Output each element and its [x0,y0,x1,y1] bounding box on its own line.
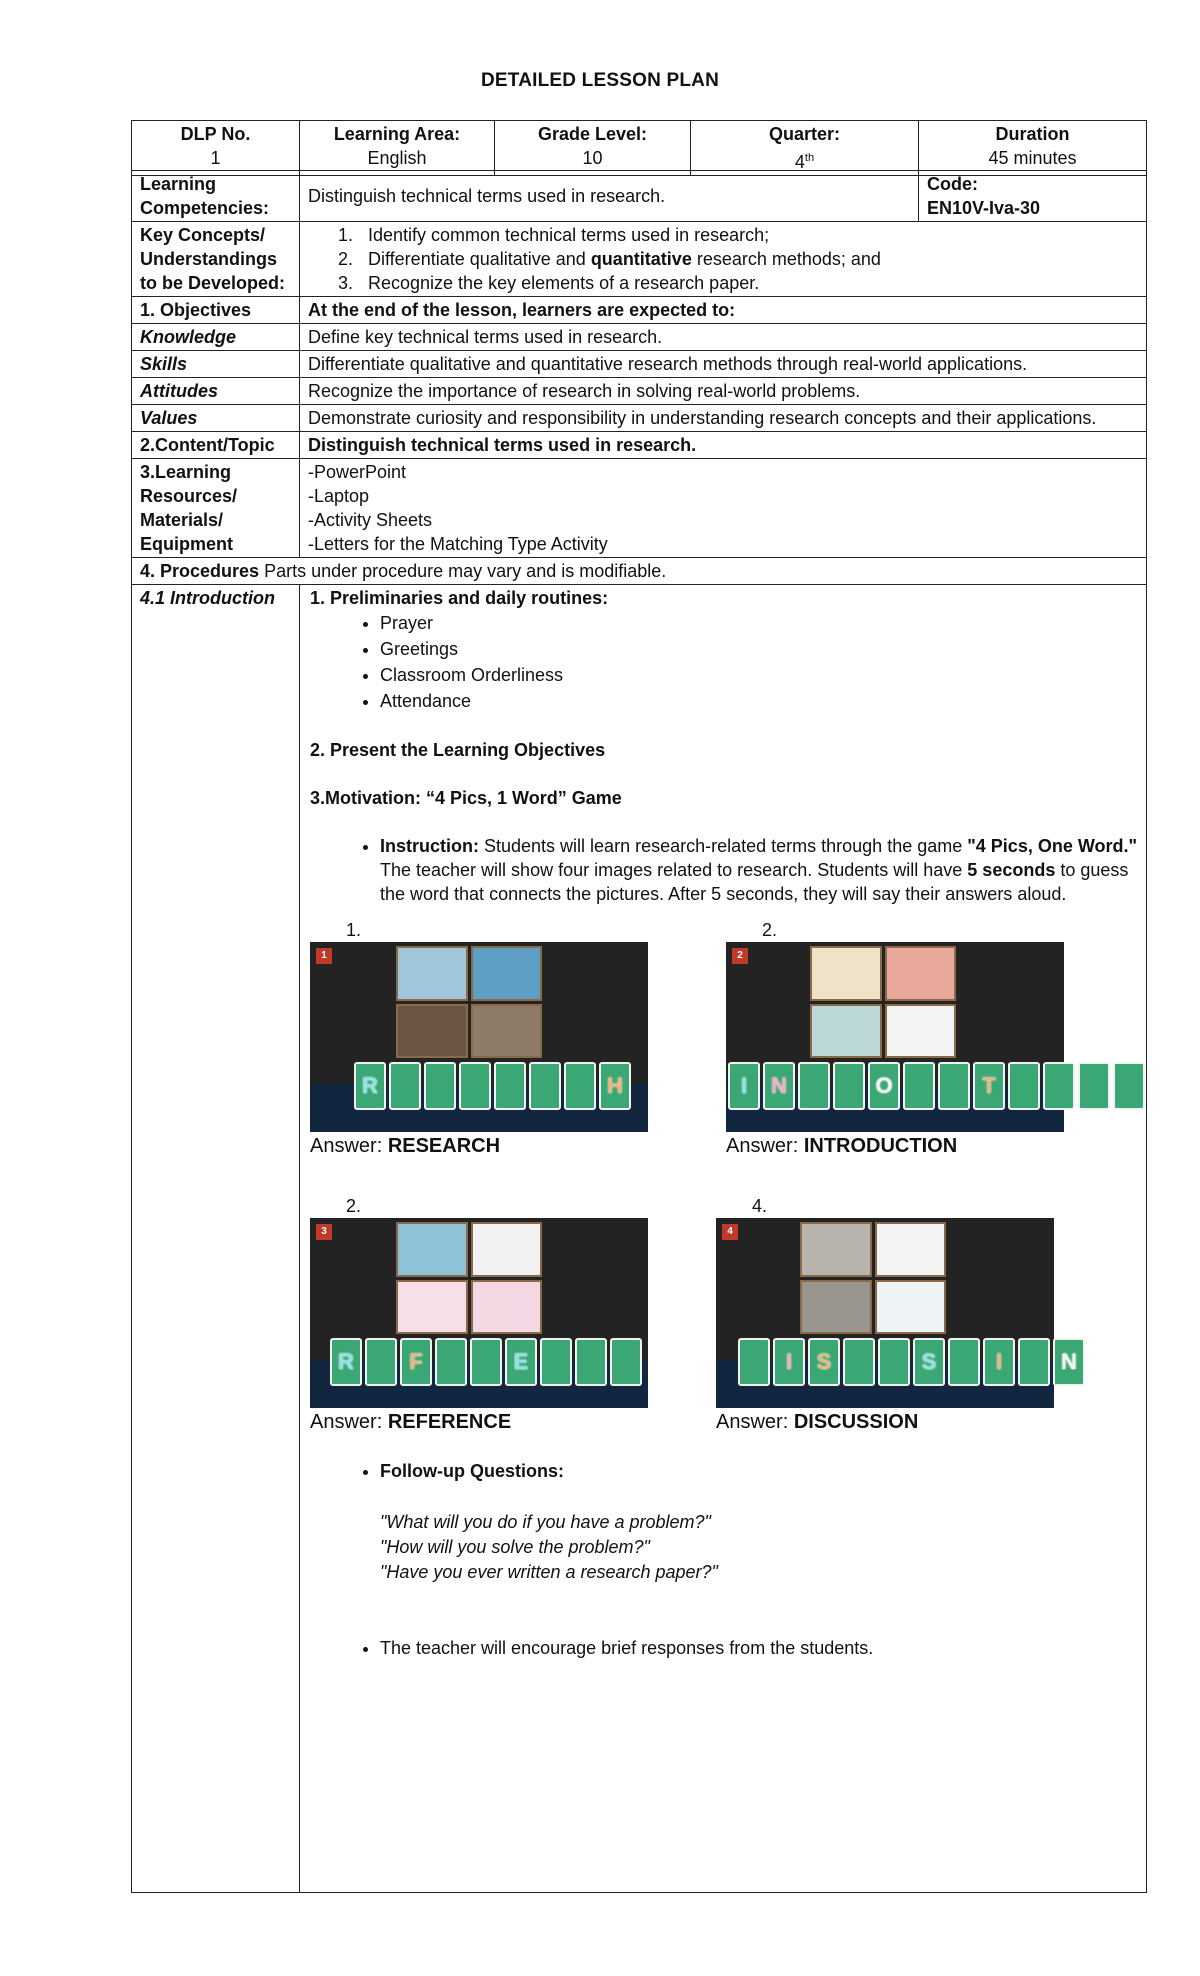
puzzle-image [310,1218,648,1408]
letter-tiles [330,1338,642,1386]
objectives-label: 1. Objectives [132,297,300,324]
routine-item: • Classroom Orderliness [380,662,1138,688]
letter-tile [1018,1338,1050,1386]
closing-list [308,1635,1138,1661]
duration-value: 45 minutes [988,148,1077,168]
dlp-label: DLP No. [180,124,251,144]
puzzle-card [716,1194,1077,1434]
duration-cell [919,121,1147,176]
skills-value: Differentiate qualitative and quantitative research methods through real-world applications. [300,351,1147,378]
resource-item: -Letters for the Matching Type Activity [308,534,608,554]
skills-row [132,351,1147,378]
resources-label: 3.Learning Resources/ Materials/ Equipment [132,459,300,558]
puzzle-number: 2. [346,1196,362,1216]
letter-tile: E [505,1338,537,1386]
letter-tile [470,1338,502,1386]
instruction-label: Instruction: [380,836,479,856]
quarter-suffix: th [804,152,815,164]
procedures-cell [132,558,1147,585]
letter-tile [435,1338,467,1386]
key-concepts-row [132,222,1147,297]
code-cell [919,171,1147,222]
introduction-row [132,585,1147,1893]
followup-question: "How will you solve the problem?" [380,1537,650,1557]
answer-prefix: Answer: [310,1135,388,1157]
content-value: Distinguish technical terms used in research. [300,432,1147,459]
attitudes-label: Attitudes [132,378,300,405]
puzzle-number: 1. [346,920,362,940]
objectives-row [132,297,1147,324]
introduction-content [300,585,1147,1893]
letter-tile [1008,1062,1040,1110]
letter-tile [738,1338,770,1386]
letter-tile: T [973,1062,1005,1110]
letter-tile [833,1062,865,1110]
followup-question: "What will you do if you have a problem?" [380,1512,711,1532]
letter-tile: F [400,1338,432,1386]
learning-area-value: English [367,148,427,168]
competencies-row [132,171,1147,222]
learning-area-label: Learning Area: [333,124,461,144]
puzzle-answer [716,1410,1056,1434]
routine-item: • Greetings [380,636,1138,662]
duration-label: Duration [995,124,1070,144]
objectives-value: At the end of the lesson, learners are expected to: [300,297,1147,324]
answer-prefix: Answer: [310,1411,388,1433]
puzzle-card [310,918,650,1158]
puzzle-image [716,1218,1077,1408]
procedures-note: Parts under procedure may vary and is modifiable. [259,561,667,581]
quarter-number: 4 [794,152,805,172]
quarter-label: Quarter: [768,124,840,144]
letter-tile [938,1062,970,1110]
quarter-cell [691,121,919,176]
time-limit: 5 seconds [967,860,1056,880]
letter-tiles [354,1062,631,1110]
letter-tile: R [354,1062,386,1110]
preliminaries-title: 1. Preliminaries and daily routines: [310,588,609,608]
letter-tile [903,1062,935,1110]
lesson-plan-header-table [131,120,1147,176]
document-title: DETAILED LESSON PLAN [481,70,719,91]
answer-prefix: Answer: [726,1135,804,1157]
puzzle-answer [726,1134,1066,1158]
letter-tile: H [599,1062,631,1110]
answer-word: INTRODUCTION [803,1135,958,1157]
dlp-value: 1 [210,148,221,168]
closing-note: • The teacher will encourage brief responses from the students. [380,1635,1138,1661]
puzzle-badge: 1 [316,948,332,964]
followup-questions [308,1510,1138,1585]
letter-tile [540,1338,572,1386]
letter-tile [529,1062,561,1110]
letter-tile: I [983,1338,1015,1386]
picture-grid [396,1222,542,1334]
routine-item: • Attendance [380,688,1138,714]
picture-grid [800,1222,946,1334]
knowledge-row [132,324,1147,351]
letter-tile [1078,1062,1110,1110]
puzzle-card [310,1194,650,1434]
instruction-text: to guess the word that connects the pictures. After 5 seconds, they will say their answers aloud. [380,860,1129,904]
letter-tile [798,1062,830,1110]
key-concepts-label: Key Concepts/ Understandings to be Developed: [132,222,300,297]
skills-label: Skills [132,351,300,378]
followup-question: "Have you ever written a research paper?" [380,1562,718,1582]
letter-tile [1113,1062,1145,1110]
competencies-label: Learning Competencies: [132,171,300,222]
values-label: Values [132,405,300,432]
answer-word: REFERENCE [387,1411,512,1433]
letter-tile [389,1062,421,1110]
puzzle-answer [310,1134,650,1158]
values-row [132,405,1147,432]
instruction-text: Students will learn research-related terms through the game [479,836,968,856]
knowledge-value: Define key technical terms used in research. [300,324,1147,351]
letter-tile: R [330,1338,362,1386]
attitudes-value: Recognize the importance of research in solving real-world problems. [300,378,1147,405]
key-concepts-cell [300,222,1147,297]
puzzle-number: 4. [752,1196,768,1216]
grade-level-label: Grade Level: [537,124,648,144]
grade-level-value: 10 [582,148,603,168]
puzzle-card [726,918,1066,1158]
procedures-label: 4. Procedures [140,561,260,581]
followup-title: • Follow-up Questions: [380,1458,1138,1484]
resource-item: -Activity Sheets [308,510,433,530]
letter-tile [575,1338,607,1386]
puzzle-number: 2. [762,920,778,940]
picture-grid [810,946,956,1058]
lesson-plan-body-table [131,170,1147,1893]
key-concept-text: research methods; and [691,249,881,269]
answer-word: DISCUSSION [793,1411,919,1433]
letter-tile [878,1338,910,1386]
letter-tile: S [808,1338,840,1386]
resources-row [132,459,1147,558]
key-concepts-list [308,223,1138,295]
grade-level-cell [495,121,691,176]
letter-tile: N [763,1062,795,1110]
content-label: 2.Content/Topic [132,432,300,459]
letter-tile [843,1338,875,1386]
puzzle-gallery [308,918,1138,1438]
letter-tile [459,1062,491,1110]
key-concept-item [358,247,1138,271]
objectives-section-title: 2. Present the Learning Objectives [310,740,606,760]
dlp-cell [132,121,300,176]
procedures-row [132,558,1147,585]
key-concept-item: 1. Identify common technical terms used in research; [358,223,1138,247]
letter-tile [494,1062,526,1110]
puzzle-image [310,942,648,1132]
resources-list [300,459,1147,558]
motivation-title: 3.Motivation: “4 Pics, 1 Word” Game [310,788,622,808]
puzzle-badge: 4 [722,1224,738,1240]
letter-tile: I [728,1062,760,1110]
code-value: EN10V-Iva-30 [927,198,1041,218]
key-concept-emphasis: quantitative [590,249,692,269]
letter-tile [564,1062,596,1110]
learning-area-cell [300,121,495,176]
code-label: Code: [927,174,978,194]
letter-tile [1043,1062,1075,1110]
letter-tile [424,1062,456,1110]
knowledge-label: Knowledge [132,324,300,351]
letter-tile [610,1338,642,1386]
letter-tile: O [868,1062,900,1110]
letter-tile [948,1338,980,1386]
competencies-value: Distinguish technical terms used in research. [300,171,919,222]
game-name: "4 Pics, One Word." [967,836,1138,856]
letter-tile: S [913,1338,945,1386]
header-row [132,121,1147,176]
letter-tile [365,1338,397,1386]
puzzle-badge: 3 [316,1224,332,1240]
followup-list [308,1458,1138,1484]
answer-word: RESEARCH [387,1135,501,1157]
puzzle-answer [310,1410,650,1434]
puzzle-image [726,942,1064,1132]
introduction-label: 4.1 Introduction [132,585,300,1893]
instruction-text: The teacher will show four images related to research. Students will have [380,860,968,880]
puzzle-badge: 2 [732,948,748,964]
attitudes-row [132,378,1147,405]
letter-tile: N [1053,1338,1085,1386]
content-row [132,432,1147,459]
resource-item: -PowerPoint [308,462,407,482]
key-concept-item: 3. Recognize the key elements of a research paper. [358,271,1138,295]
routines-list [308,610,1138,714]
letter-tile: I [773,1338,805,1386]
routine-item: • Prayer [380,610,1138,636]
key-concept-text: Differentiate qualitative and [368,249,591,269]
picture-grid [396,946,542,1058]
answer-prefix: Answer: [716,1411,794,1433]
letter-tiles [738,1338,1085,1386]
instruction-item [380,834,1138,906]
resource-item: -Laptop [308,486,370,506]
letter-tiles [728,1062,1145,1110]
values-value: Demonstrate curiosity and responsibility in understanding research concepts and their applications. [300,405,1147,432]
instruction-list [308,834,1138,906]
